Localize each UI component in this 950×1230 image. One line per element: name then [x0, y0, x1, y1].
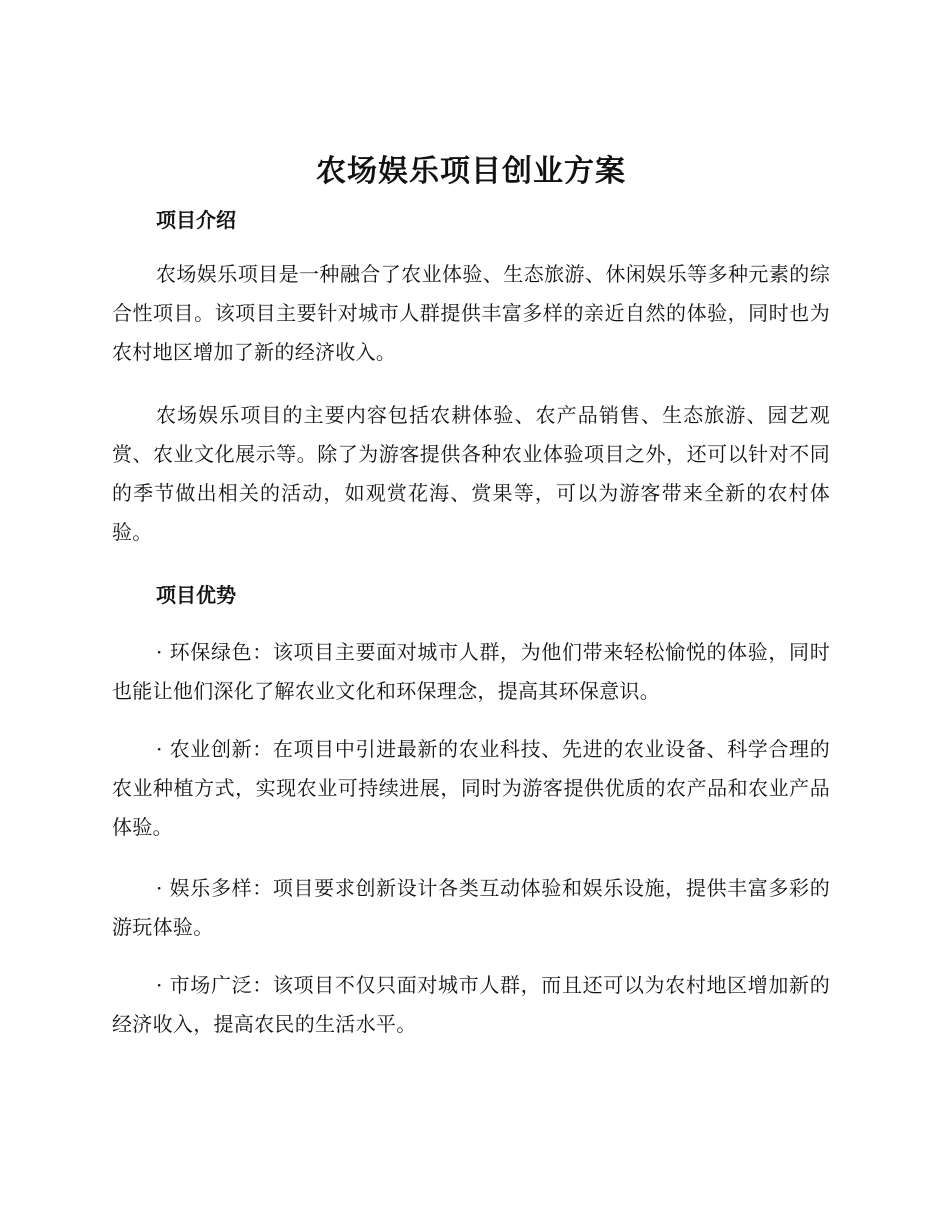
intro-paragraph-1: 农场娱乐项目是一种融合了农业体验、生态旅游、休闲娱乐等多种元素的综合性项目。该项目主要针对城市人群提供丰富多样的亲近自然的体验，同时也为农村地区增加了新的经济收入。 [112, 262, 830, 364]
advantage-item-market: · 市场广泛：该项目不仅只面对城市人群，而且还可以为农村地区增加新的经济收入，提高农民的生活水平。 [112, 973, 830, 1036]
advantage-item-eco: · 环保绿色：该项目主要面对城市人群，为他们带来轻松愉悦的体验，同时也能让他们深化了解农业文化和环保理念，提高其环保意识。 [112, 640, 830, 703]
section-heading-intro: 项目介绍 [156, 208, 236, 232]
document-title: 农场娱乐项目创业方案 [316, 154, 626, 189]
section-heading-advantages: 项目优势 [156, 583, 236, 607]
advantage-item-innovation: · 农业创新：在项目中引进最新的农业科技、先进的农业设备、科学合理的农业种植方式，实现农业可持续进展，同时为游客提供优质的农产品和农业产品体验。 [112, 737, 830, 839]
intro-paragraph-2: 农场娱乐项目的主要内容包括农耕体验、农产品销售、生态旅游、园艺观赏、农业文化展示等。除了为游客提供各种农业体验项目之外，还可以针对不同的季节做出相关的活动，如观赏花海、赏果等，可以为游客带来全新的农村体验。 [112, 403, 830, 544]
advantage-item-entertainment: · 娱乐多样：项目要求创新设计各类互动体验和娱乐设施，提供丰富多彩的游玩体验。 [112, 876, 830, 939]
